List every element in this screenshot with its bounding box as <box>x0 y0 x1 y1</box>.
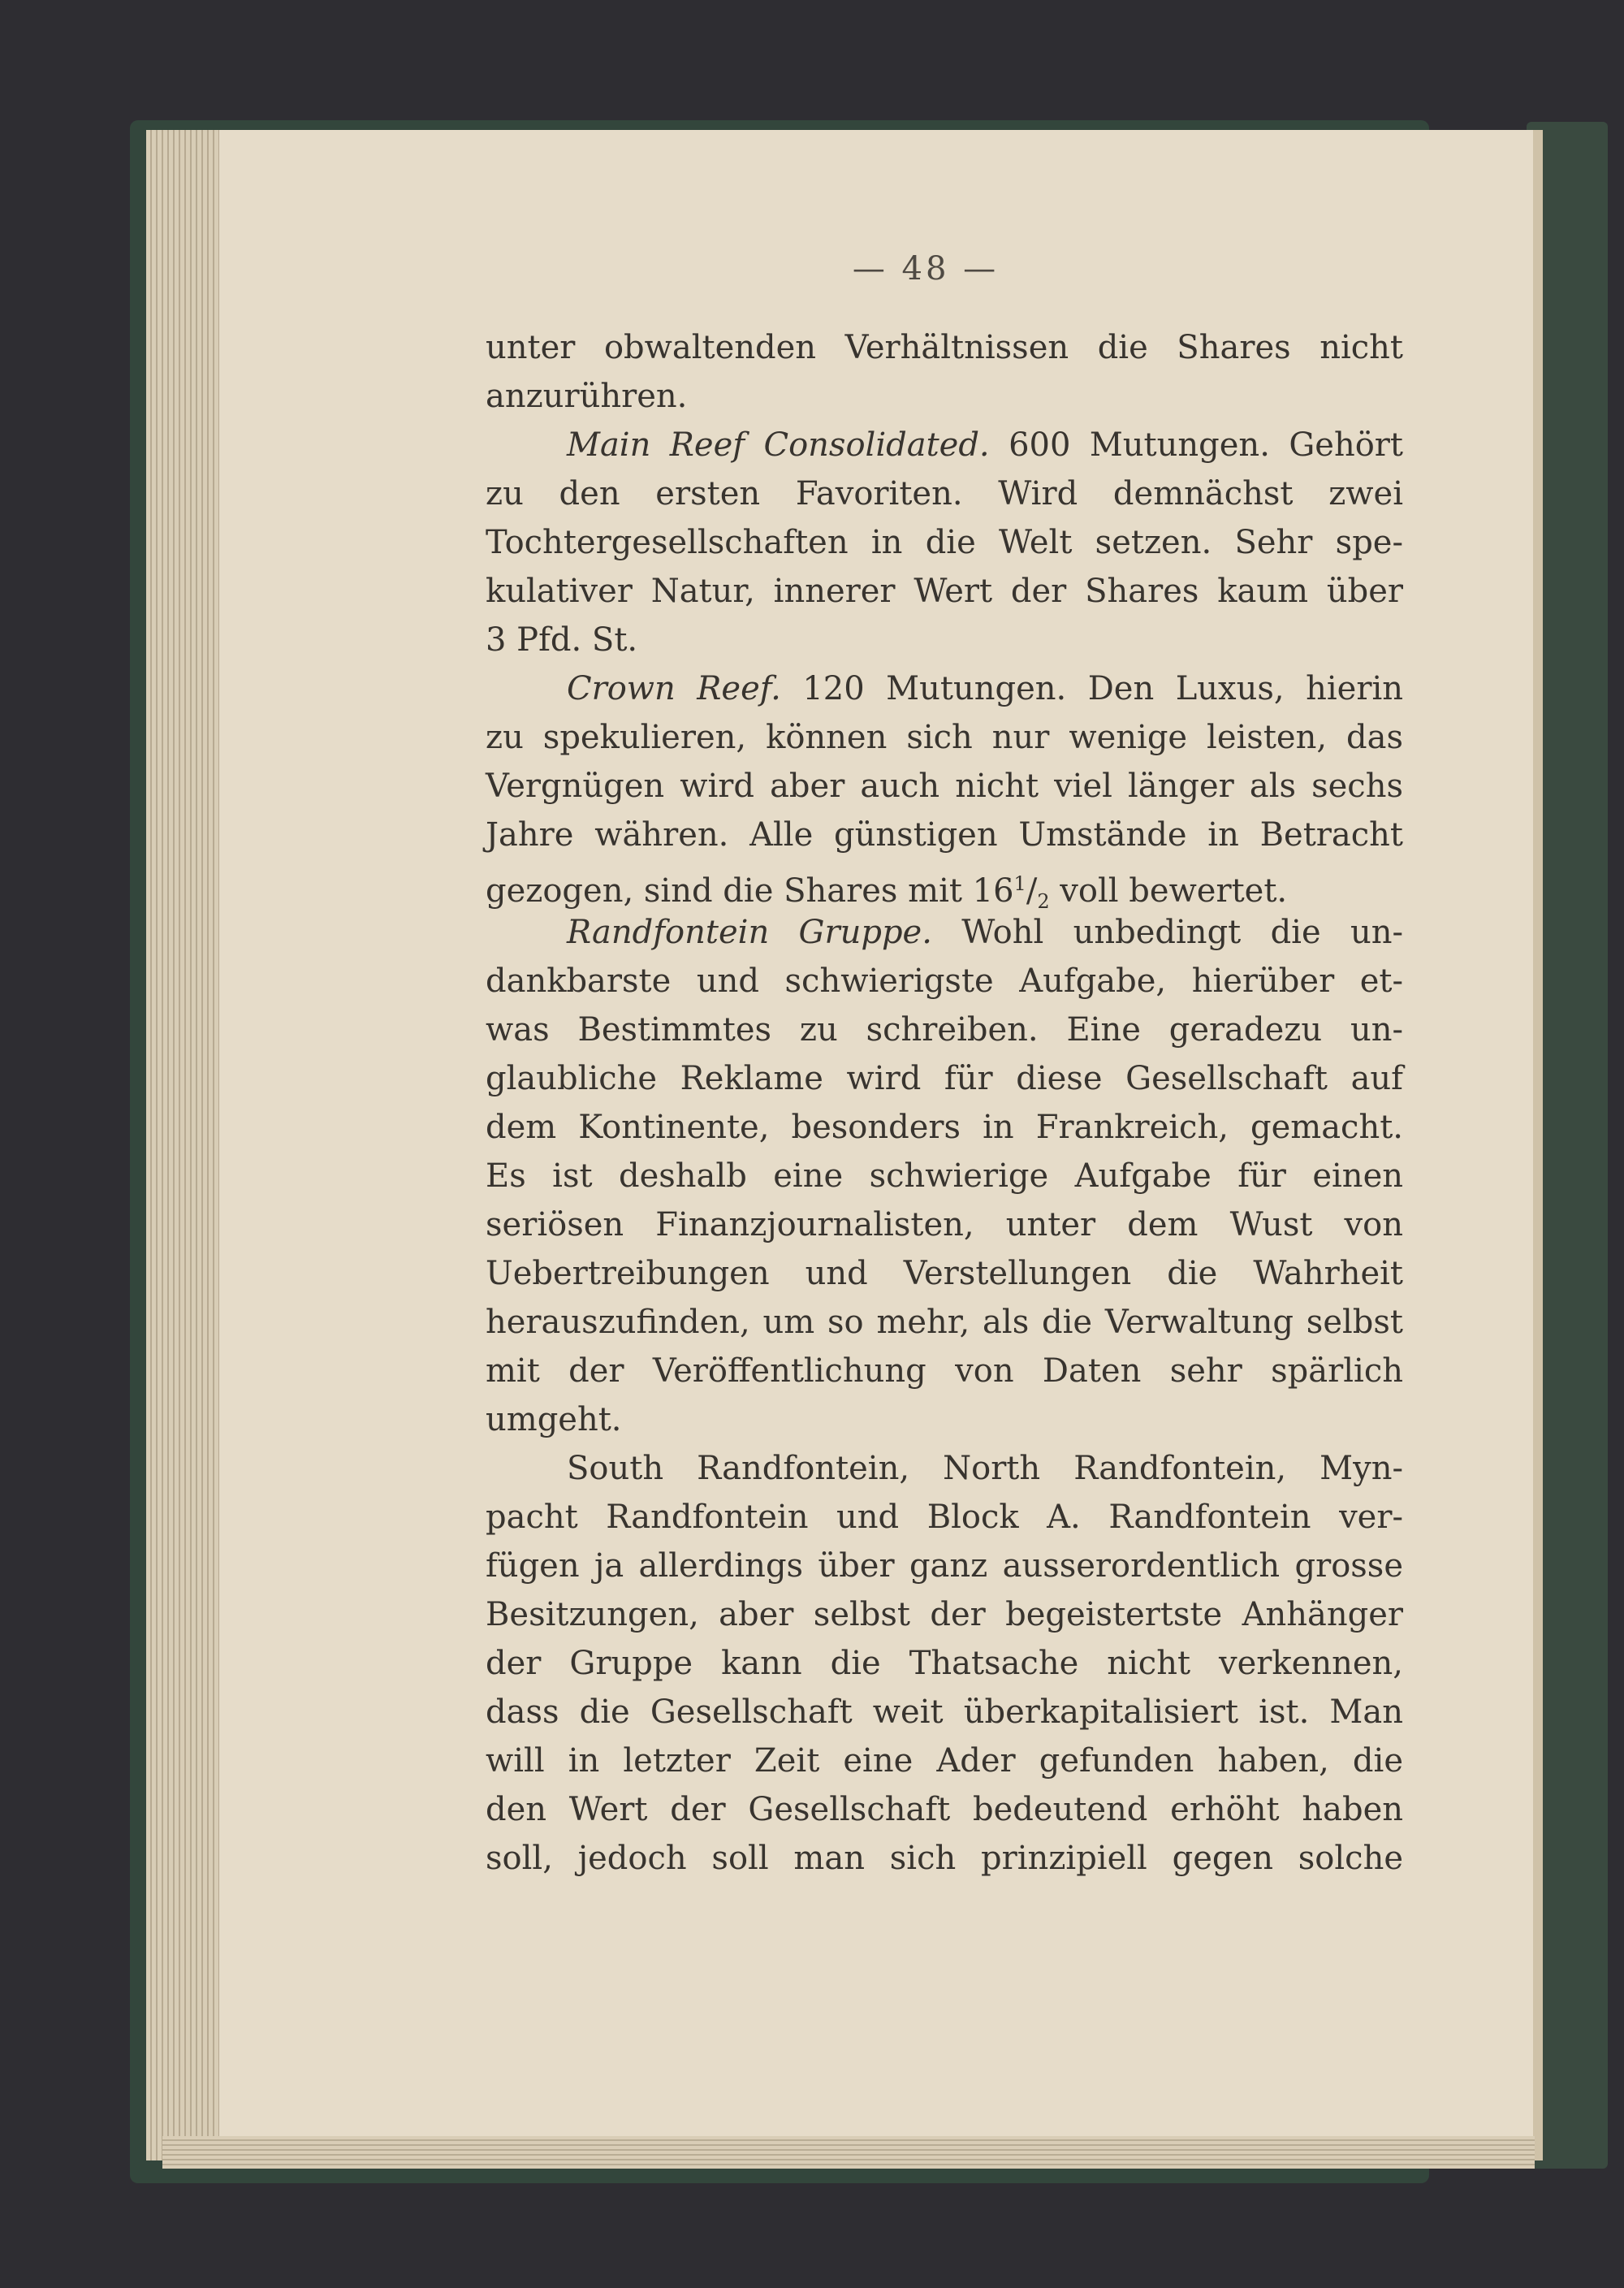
text-line <box>486 1785 1403 1834</box>
text-line <box>486 1395 1403 1444</box>
text-line <box>486 1542 1403 1590</box>
line-text: den Wert der Gesellschaft bedeutend erhöht haben <box>486 1791 1403 1828</box>
line-text: der Gruppe kann die Thatsache nicht verkennen, <box>486 1645 1403 1682</box>
line-text: Es ist deshalb eine schwierige Aufgabe für einen <box>486 1157 1403 1195</box>
fraction-numerator: 1 <box>1013 872 1026 895</box>
text-line <box>486 664 1403 713</box>
line-text: zu spekulieren, können sich nur wenige leisten, das <box>486 719 1403 756</box>
line-text: fügen ja allerdings über ganz ausserordentlich grosse <box>486 1547 1403 1585</box>
text-line <box>486 1298 1403 1347</box>
line-text: 600 Mutungen. Gehört <box>989 426 1403 464</box>
text-line <box>486 1347 1403 1395</box>
text-line <box>486 1444 1403 1493</box>
text-line <box>486 1688 1403 1737</box>
line-text: was Bestimmtes zu schreiben. Eine geradezu un- <box>486 1011 1403 1049</box>
fraction-slash: / <box>1026 872 1038 910</box>
line-text: dem Kontinente, besonders in Frankreich, gemacht. <box>486 1109 1403 1146</box>
text-line <box>486 1249 1403 1298</box>
text-line <box>486 1590 1403 1639</box>
page-number: — 48 — <box>852 250 1000 288</box>
page-stack-edges <box>146 130 228 2160</box>
italic-heading: Crown Reef. <box>567 670 781 707</box>
fraction-denominator: 2 <box>1037 890 1050 913</box>
text-line <box>486 1103 1403 1152</box>
text-line <box>486 811 1403 859</box>
line-text: Vergnügen wird aber auch nicht viel länger als sechs <box>486 768 1403 805</box>
line-text: 120 Mutungen. Den Luxus, hierin <box>780 670 1403 707</box>
line-text: Besitzungen, aber selbst der begeistertste Anhänger <box>486 1596 1403 1633</box>
line-text: kulativer Natur, innerer Wert der Shares kaum über <box>486 573 1403 610</box>
line-text: dankbarste und schwierigste Aufgabe, hierüber et- <box>486 962 1403 1000</box>
line-text: mit der Veröffentlichung von Daten sehr spärlich <box>486 1352 1403 1390</box>
text-line <box>486 616 1403 664</box>
line-text: gezogen, sind die Shares mit 16 <box>486 872 1014 910</box>
text-line <box>486 957 1403 1006</box>
line-text: umgeht. <box>486 1401 622 1438</box>
line-text: anzurühren. <box>486 378 688 415</box>
line-text: Tochtergesellschaften in die Welt setzen. Sehr spe- <box>486 524 1403 561</box>
text-line <box>486 1834 1403 1883</box>
text-line <box>486 1152 1403 1200</box>
line-text: pacht Randfontein und Block A. Randfontein ver- <box>486 1499 1403 1536</box>
text-line <box>486 567 1403 616</box>
text-line <box>486 421 1403 469</box>
line-text: Wohl unbedingt die un- <box>931 914 1403 951</box>
line-text: seriösen Finanzjournalisten, unter dem Wust von <box>486 1206 1403 1243</box>
italic-heading: Randfontein Gruppe. <box>567 914 932 951</box>
text-line <box>486 1054 1403 1103</box>
body-text <box>486 323 1403 1883</box>
page-gutter-edge <box>1533 130 1543 2160</box>
line-text: unter obwaltenden Verhältnissen die Shares nicht <box>486 329 1403 366</box>
text-line <box>486 762 1403 811</box>
text-line <box>486 713 1403 762</box>
text-line <box>486 1639 1403 1688</box>
text-line <box>486 518 1403 567</box>
line-text: will in letzter Zeit eine Ader gefunden haben, die <box>486 1742 1403 1780</box>
text-line <box>486 1006 1403 1054</box>
text-line <box>486 908 1403 957</box>
line-text: soll, jedoch soll man sich prinzipiell gegen solche <box>486 1840 1403 1877</box>
line-text: voll bewertet. <box>1049 872 1288 910</box>
text-line <box>486 1737 1403 1785</box>
text-line <box>486 859 1403 913</box>
line-text: Jahre währen. Alle günstigen Umstände in Betracht <box>486 816 1403 854</box>
line-text: zu den ersten Favoriten. Wird demnächst zwei <box>486 475 1403 513</box>
page-bottom-edges <box>162 2136 1535 2169</box>
text-line <box>486 1200 1403 1249</box>
line-text: Uebertreibungen und Verstellungen die Wahrheit <box>486 1255 1403 1292</box>
line-text: herauszufinden, um so mehr, als die Verwaltung selbst <box>486 1304 1403 1341</box>
line-text: South Randfontein, North Randfontein, Myn- <box>567 1450 1403 1487</box>
line-text: 3 Pfd. St. <box>486 621 638 659</box>
italic-heading: Main Reef Consolidated. <box>567 426 990 464</box>
text-line <box>486 323 1403 372</box>
text-line <box>486 1493 1403 1542</box>
text-line <box>486 372 1403 421</box>
text-line <box>486 469 1403 518</box>
line-text: dass die Gesellschaft weit überkapitalisiert ist. Man <box>486 1693 1403 1731</box>
line-text: glaubliche Reklame wird für diese Gesellschaft auf <box>486 1060 1403 1097</box>
